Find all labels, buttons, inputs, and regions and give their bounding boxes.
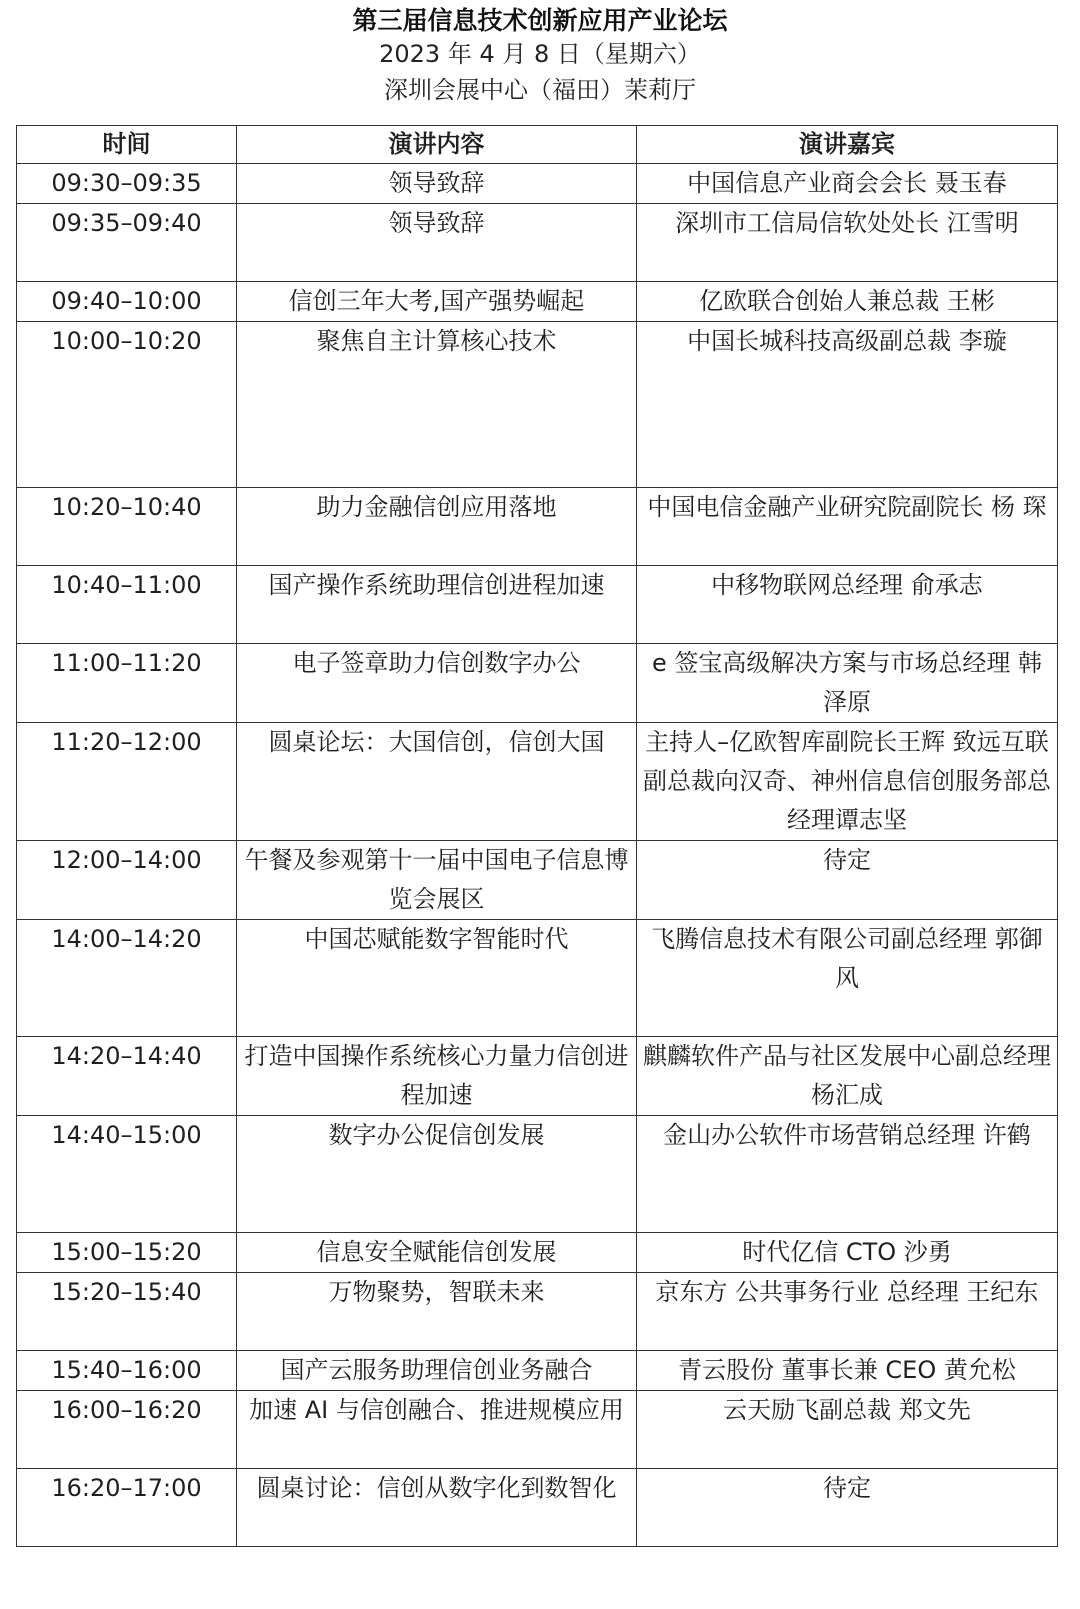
speaker-cell: 中国电信金融产业研究院副院长 杨 琛 — [637, 488, 1058, 566]
time-cell: 09:30–09:35 — [17, 164, 237, 204]
topic-cell: 国产云服务助理信创业务融合 — [237, 1351, 637, 1391]
time-cell: 14:00–14:20 — [17, 920, 237, 1037]
speaker-cell: 主持人–亿欧智库副院长王辉 致远互联副总裁向汉奇、神州信息信创服务部总经理谭志坚 — [637, 723, 1058, 841]
page-header — [0, 0, 1080, 108]
topic-cell: 打造中国操作系统核心力量力信创进程加速 — [237, 1037, 637, 1116]
time-cell: 15:20–15:40 — [17, 1273, 237, 1351]
table-row — [17, 841, 1058, 920]
table-row — [17, 566, 1058, 644]
time-cell: 10:20–10:40 — [17, 488, 237, 566]
table-row — [17, 1391, 1058, 1469]
topic-cell: 圆桌讨论：信创从数字化到数智化 — [237, 1469, 637, 1547]
topic-cell: 万物聚势，智联未来 — [237, 1273, 637, 1351]
time-cell: 14:40–15:00 — [17, 1116, 237, 1233]
speaker-cell: 云天励飞副总裁 郑文先 — [637, 1391, 1058, 1469]
speaker-cell: 时代亿信 CTO 沙勇 — [637, 1233, 1058, 1273]
table-header-row — [17, 126, 1058, 164]
topic-cell: 国产操作系统助理信创进程加速 — [237, 566, 637, 644]
time-cell: 10:00–10:20 — [17, 322, 237, 488]
time-cell: 16:00–16:20 — [17, 1391, 237, 1469]
topic-cell: 圆桌论坛：大国信创，信创大国 — [237, 723, 637, 841]
table-row — [17, 164, 1058, 204]
table-row — [17, 644, 1058, 723]
speaker-cell: 麒麟软件产品与社区发展中心副总经理 杨汇成 — [637, 1037, 1058, 1116]
time-cell: 10:40–11:00 — [17, 566, 237, 644]
speaker-cell: 飞腾信息技术有限公司副总经理 郭御风 — [637, 920, 1058, 1037]
table-row — [17, 1233, 1058, 1273]
forum-venue: 深圳会展中心（福田）茉莉厅 — [384, 76, 696, 104]
speaker-cell: 金山办公软件市场营销总经理 许鹤 — [637, 1116, 1058, 1233]
topic-cell: 加速 AI 与信创融合、推进规模应用 — [237, 1391, 637, 1469]
time-cell: 11:00–11:20 — [17, 644, 237, 723]
column-header-speaker: 演讲嘉宾 — [637, 126, 1058, 164]
table-row — [17, 1037, 1058, 1116]
schedule-table — [16, 125, 1058, 1547]
column-header-time: 时间 — [17, 126, 237, 164]
time-cell: 15:00–15:20 — [17, 1233, 237, 1273]
speaker-cell: 待定 — [637, 1469, 1058, 1547]
speaker-cell: 中移物联网总经理 俞承志 — [637, 566, 1058, 644]
topic-cell: 信息安全赋能信创发展 — [237, 1233, 637, 1273]
topic-cell: 数字办公促信创发展 — [237, 1116, 637, 1233]
speaker-cell: 中国长城科技高级副总裁 李璇 — [637, 322, 1058, 488]
table-row — [17, 1351, 1058, 1391]
time-cell: 09:40–10:00 — [17, 282, 237, 322]
table-row — [17, 1116, 1058, 1233]
topic-cell: 中国芯赋能数字智能时代 — [237, 920, 637, 1037]
column-header-topic: 演讲内容 — [237, 126, 637, 164]
table-row — [17, 1469, 1058, 1547]
time-cell: 14:20–14:40 — [17, 1037, 237, 1116]
table-row — [17, 204, 1058, 282]
topic-cell: 电子签章助力信创数字办公 — [237, 644, 637, 723]
time-cell: 15:40–16:00 — [17, 1351, 237, 1391]
topic-cell: 信创三年大考,国产强势崛起 — [237, 282, 637, 322]
speaker-cell: 京东方 公共事务行业 总经理 王纪东 — [637, 1273, 1058, 1351]
speaker-cell: 亿欧联合创始人兼总裁 王彬 — [637, 282, 1058, 322]
time-cell: 16:20–17:00 — [17, 1469, 237, 1547]
time-cell: 11:20–12:00 — [17, 723, 237, 841]
table-row — [17, 1273, 1058, 1351]
topic-cell: 领导致辞 — [237, 204, 637, 282]
topic-cell: 聚焦自主计算核心技术 — [237, 322, 637, 488]
topic-cell: 助力金融信创应用落地 — [237, 488, 637, 566]
forum-date: 2023 年 4 月 8 日（星期六） — [379, 40, 701, 68]
table-row — [17, 488, 1058, 566]
table-row — [17, 322, 1058, 488]
time-cell: 09:35–09:40 — [17, 204, 237, 282]
table-row — [17, 723, 1058, 841]
time-cell: 12:00–14:00 — [17, 841, 237, 920]
topic-cell: 午餐及参观第十一届中国电子信息博览会展区 — [237, 841, 637, 920]
speaker-cell: 青云股份 董事长兼 CEO 黄允松 — [637, 1351, 1058, 1391]
speaker-cell: 深圳市工信局信软处处长 江雪明 — [637, 204, 1058, 282]
forum-title: 第三届信息技术创新应用产业论坛 — [352, 6, 728, 35]
table-row — [17, 282, 1058, 322]
speaker-cell: e 签宝高级解决方案与市场总经理 韩泽原 — [637, 644, 1058, 723]
speaker-cell: 中国信息产业商会会长 聂玉春 — [637, 164, 1058, 204]
topic-cell: 领导致辞 — [237, 164, 637, 204]
speaker-cell: 待定 — [637, 841, 1058, 920]
table-row — [17, 920, 1058, 1037]
